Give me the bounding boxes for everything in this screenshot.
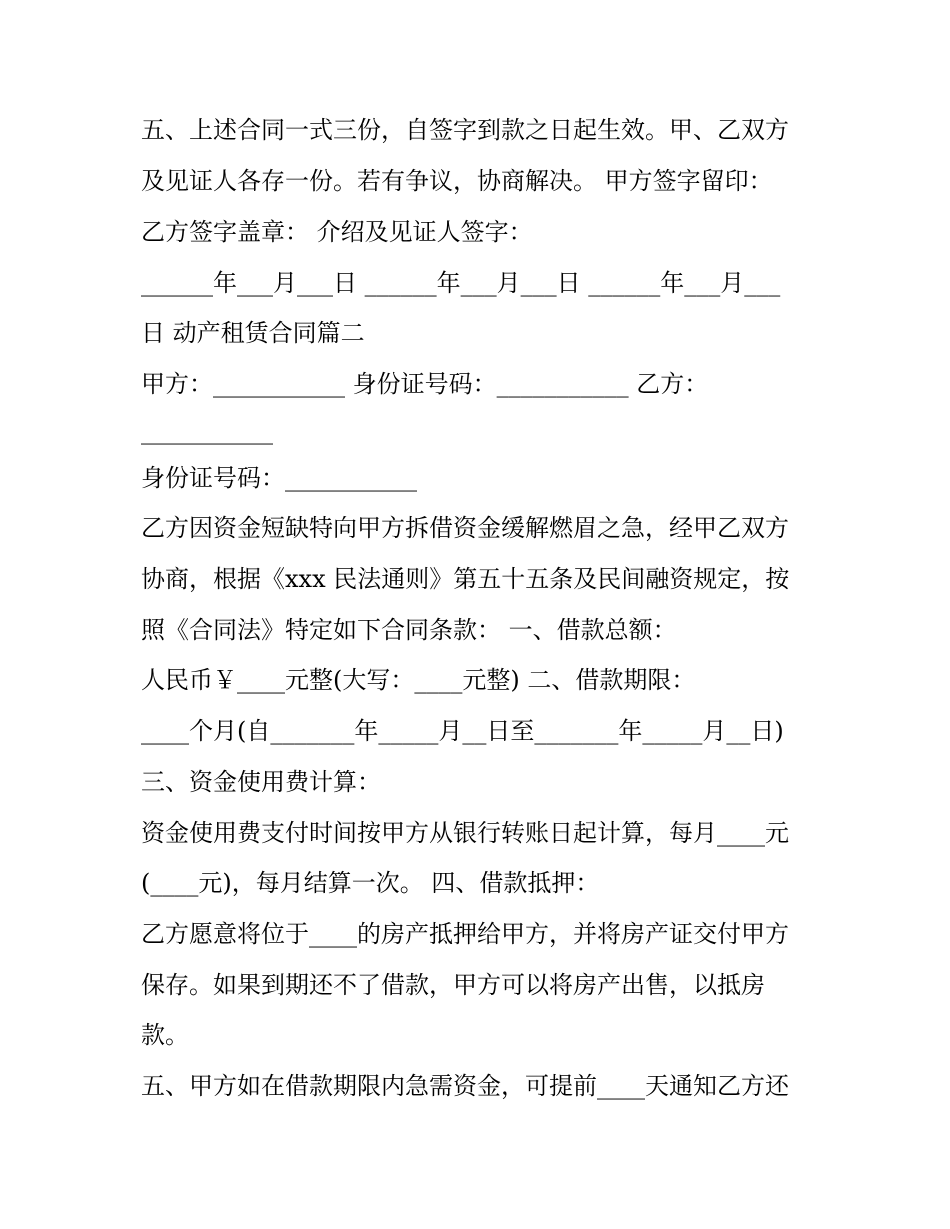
text-line: 甲方：___________ 身份证号码：___________ 乙方： bbox=[141, 370, 709, 398]
text-line: (____元)，每月结算一次。 四、借款抵押： bbox=[141, 869, 600, 897]
text-line: 资金使用费支付时间按甲方从银行转账日起计算，每月____元 bbox=[141, 819, 789, 847]
text-line: 三、资金使用费计算： bbox=[141, 768, 381, 796]
text-line: ____个月(自_______年_____月__日至_______年_____月__日) bbox=[141, 717, 784, 745]
text-line: ___________ bbox=[141, 417, 273, 445]
text-line: 乙方愿意将位于____的房产抵押给甲方，并将房产证交付甲方 bbox=[141, 920, 789, 948]
text-line: 身份证号码：___________ bbox=[141, 464, 417, 492]
text-line: 五、甲方如在借款期限内急需资金，可提前____天通知乙方还 bbox=[141, 1072, 789, 1100]
text-line: 保存。如果到期还不了借款，甲方可以将房产出售，以抵房 bbox=[141, 971, 765, 999]
text-line: 日 动产租赁合同篇二 bbox=[141, 319, 365, 347]
text-line: 乙方因资金短缺特向甲方拆借资金缓解燃眉之急，经甲乙双方 bbox=[141, 514, 789, 542]
text-line: 协商，根据《xxx 民法通则》第五十五条及民间融资规定，按 bbox=[141, 565, 790, 593]
text-line: 照《合同法》特定如下合同条款： 一、借款总额： bbox=[141, 616, 677, 644]
text-line: 五、上述合同一式三份，自签字到款之日起生效。甲、乙双方 bbox=[141, 116, 789, 144]
text-line: ______年___月___日 ______年___月___日 ______年___月___ bbox=[141, 269, 781, 297]
text-line: 及见证人各存一份。若有争议，协商解决。 甲方签字留印： bbox=[141, 167, 773, 195]
text-line: 乙方签字盖章： 介绍及见证人签字： bbox=[141, 218, 533, 246]
text-line: 款。 bbox=[141, 1021, 189, 1049]
text-line: 人民币￥____元整(大写：____元整) 二、借款期限： bbox=[141, 666, 696, 694]
